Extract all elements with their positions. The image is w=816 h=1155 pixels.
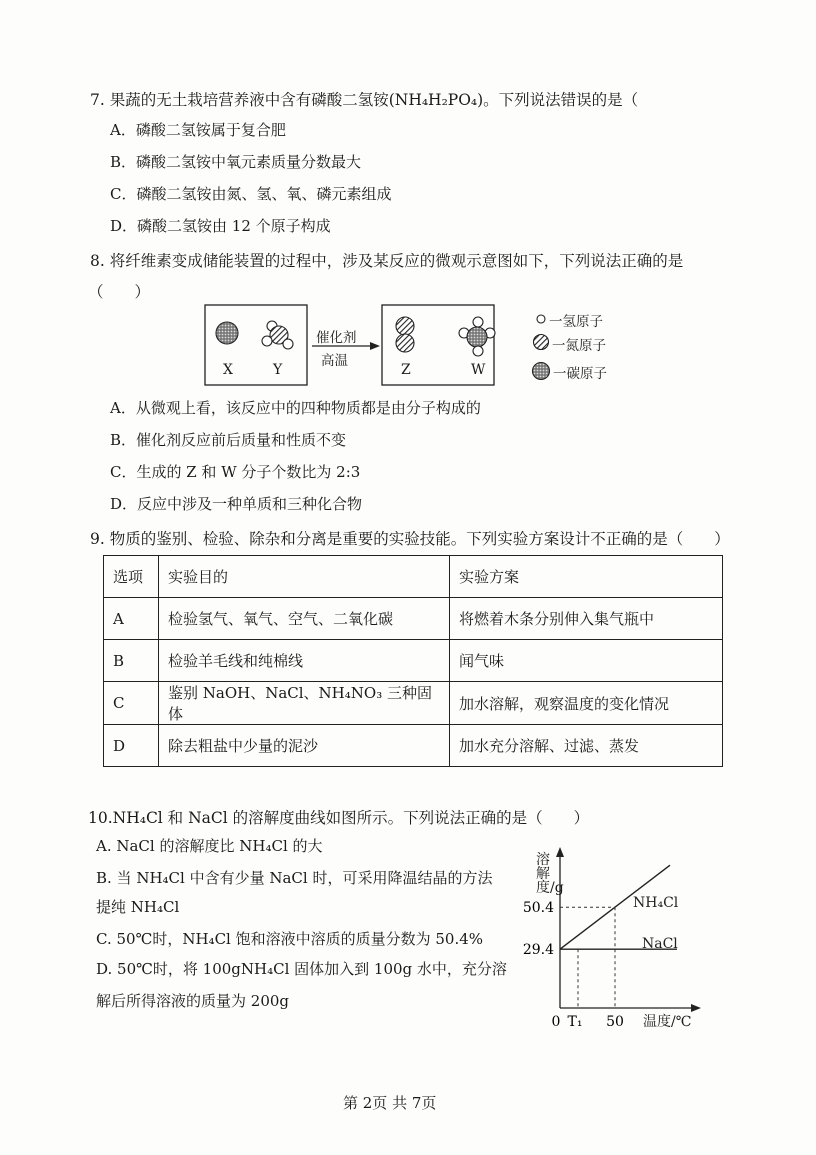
table-cell: 加水充分溶解、过滤、蒸发 — [450, 725, 723, 767]
table-cell: 将燃着木条分别伸入集气瓶中 — [450, 598, 723, 640]
q10-option-d: D. 50℃时，将 100gNH₄Cl 固体加入到 100g 水中，充分溶 — [96, 960, 507, 978]
q7-option-b: B．磷酸二氢铵中氧元素质量分数最大 — [110, 153, 362, 171]
q10-option-a: A. NaCl 的溶解度比 NH₄Cl 的大 — [96, 837, 323, 855]
q7-stem: 7. 果蔬的无土栽培营养液中含有磷酸二氢铵(NH₄H₂PO₄)。下列说法错误的是（ — [90, 91, 639, 109]
q7-option-c: C．磷酸二氢铵由氮、氢、氧、磷元素组成 — [110, 185, 392, 203]
table-row — [104, 682, 723, 725]
q10-option-d-cont: 解后所得溶液的质量为 200g — [96, 992, 290, 1010]
table-cell: C — [104, 682, 159, 725]
y-axis-arrow — [556, 847, 564, 857]
q9-stem: 9. 物质的鉴别、检验、除杂和分离是重要的实验技能。下列实验方案设计不正确的是（ ） — [90, 530, 730, 548]
table-cell: 检验氢气、氧气、空气、二氧化碳 — [159, 598, 450, 640]
table-cell: 鉴别 NaOH、NaCl、NH₄NO₃ 三种固体 — [159, 682, 450, 725]
nitrogen-atom-icon — [534, 335, 549, 350]
q8-option-b: B．催化剂反应前后质量和性质不变 — [110, 431, 347, 449]
hydrogen-atom-icon — [537, 315, 545, 323]
chart-ylabel: 溶解度/g — [536, 852, 564, 896]
q10-option-b: B. 当 NH₄Cl 中含有少量 NaCl 时，可采用降温结晶的方法 — [96, 869, 493, 887]
q8-option-c: C．生成的 Z 和 W 分子个数比为 2:3 — [110, 463, 361, 481]
y-tick-label: 50.4 — [522, 900, 554, 917]
arrow-label-catalyst: 催化剂 — [316, 330, 357, 346]
q8-option-d: D．反应中涉及一种单质和三种化合物 — [110, 495, 363, 513]
x-tick-label: 0 — [551, 1014, 561, 1030]
table-header-row — [104, 556, 723, 598]
table-row — [104, 640, 723, 682]
arrow-label-temperature: 高温 — [321, 353, 348, 369]
label-z: Z — [401, 362, 411, 378]
page-number: 第 2页 共 7页 — [343, 1094, 437, 1112]
q10-stem: 10.NH₄Cl 和 NaCl 的溶解度曲线如图所示。下列说法正确的是（ ） — [88, 809, 590, 827]
q8-bracket: （ ） — [88, 283, 151, 301]
table-cell: 加水溶解，观察温度的变化情况 — [450, 682, 723, 725]
x-tick-label: T₁ — [567, 1014, 583, 1030]
q8-stem: 8. 将纤维素变成储能装置的过程中，涉及某反应的微观示意图如下，下列说法正确的是 — [90, 252, 684, 270]
q7-option-a: A．磷酸二氢铵属于复合肥 — [110, 121, 286, 139]
molecule-z — [396, 317, 414, 352]
table-cell: B — [104, 640, 159, 682]
x-tick-label: 50 — [606, 1014, 624, 1030]
table-header: 实验目的 — [159, 556, 450, 598]
table-cell: A — [104, 598, 159, 640]
table-cell: 闻气味 — [450, 640, 723, 682]
molecule-y — [262, 321, 293, 349]
table-cell: D — [104, 725, 159, 767]
y-tick-label: 29.4 — [522, 942, 554, 959]
table-header: 实验方案 — [450, 556, 723, 598]
experiment-table — [103, 555, 723, 767]
molecule-w — [459, 317, 495, 356]
molecule-x — [216, 322, 238, 344]
label-w: W — [471, 362, 486, 378]
legend-hydrogen: 一氢原子 — [549, 314, 603, 330]
table-header: 选项 — [104, 556, 159, 598]
q10-option-b-cont: 提纯 NH₄Cl — [96, 898, 180, 916]
legend-nitrogen: 一氮原子 — [552, 338, 606, 354]
x-axis-arrow — [691, 1004, 701, 1012]
q10-option-c: C. 50℃时，NH₄Cl 饱和溶液中溶质的质量分数为 50.4% — [96, 930, 484, 948]
legend-carbon: 一碳原子 — [553, 366, 607, 382]
table-cell: 除去粗盐中少量的泥沙 — [159, 725, 450, 767]
series-label: NH₄Cl — [633, 895, 679, 911]
chart-xlabel: 温度/℃ — [643, 1014, 692, 1030]
label-x: X — [223, 362, 233, 378]
table-row — [104, 725, 723, 767]
q7-option-d: D．磷酸二氢铵由 12 个原子构成 — [110, 217, 331, 235]
label-y: Y — [273, 362, 283, 378]
table-cell: 检验羊毛线和纯棉线 — [159, 640, 450, 682]
q8-option-a: A．从微观上看，该反应中的四种物质都是由分子构成的 — [110, 399, 481, 417]
table-row — [104, 598, 723, 640]
carbon-atom-icon — [533, 363, 550, 380]
series-label: NaCl — [642, 936, 678, 952]
